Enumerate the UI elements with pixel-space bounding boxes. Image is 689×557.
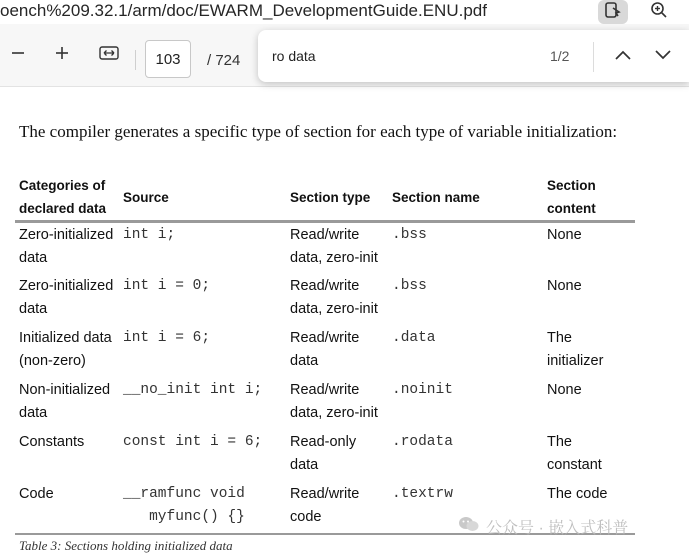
find-input[interactable] [272,44,492,68]
table-row [15,222,635,275]
cell-source: __ramfunc void myfunc() {} [119,482,286,534]
cell-section-content: The initializer [547,330,604,369]
toolbar-divider [135,50,136,70]
cell-section-content: None [547,227,582,243]
table-header-row [15,171,635,222]
header-section-content: Section content [543,171,635,222]
cell-section-name: .data [392,330,436,346]
watermark-text: 公众号 · 嵌入式科普 [486,520,629,537]
page-number-input[interactable] [145,40,191,78]
cell-category: Constants [19,434,85,450]
cell-source: __no_init int i; [123,382,263,398]
wechat-icon [458,515,480,538]
fit-width-button[interactable] [97,43,121,67]
cell-section-name: .bss [392,227,427,243]
address-url[interactable]: oench%209.32.1/arm/doc/EWARM_DevelopmentGuide.ENU.pdf [0,1,487,20]
table-row [15,430,635,482]
cell-section-content: The constant [547,434,602,473]
plus-icon [54,45,70,66]
header-section-name: Section name [388,171,543,222]
zoom-in-button[interactable] [50,43,74,67]
cell-source: int i = 6; [123,330,211,346]
find-match-count: 1/2 [550,48,570,64]
watermark [458,515,628,538]
cell-category: Non-initialized data [19,382,111,421]
find-previous-button[interactable] [610,44,636,70]
address-bar[interactable] [0,0,689,25]
zoom-icon [650,1,668,24]
cell-source: int i = 0; [123,278,211,294]
cell-category: Code [15,482,119,534]
zoom-out-button[interactable] [6,43,30,67]
table-row [15,274,635,326]
cell-section-name: .textrw [388,482,543,534]
cell-section-type: Read-only data [290,434,357,473]
cell-section-type: Read/write code [286,482,388,534]
cell-section-content: None [547,382,582,398]
table-row [15,326,635,378]
header-section-type: Section type [286,171,388,222]
cell-source: int i; [123,227,176,243]
read-aloud-button[interactable] [598,0,628,24]
cell-section-type: Read/write data [290,330,360,369]
cell-category: Zero-initialized data [19,227,114,266]
minus-icon [10,45,26,66]
find-bar [258,30,689,82]
cell-section-type: Read/write data, zero-init [290,382,378,421]
cell-section-name: .noinit [392,382,453,398]
cell-section-name: .rodata [392,434,453,450]
cell-category: Initialized data (non-zero) [19,330,112,369]
cell-section-content: The code [543,482,635,534]
cell-source: const int i = 6; [123,434,263,450]
chevron-up-icon [614,48,632,66]
table-row [15,378,635,430]
sections-table [15,171,635,535]
read-aloud-icon [604,1,622,24]
fit-width-icon [99,45,119,66]
header-source: Source [119,171,286,222]
page-total: / 724 [207,52,241,69]
cell-category: Zero-initialized data [19,278,114,317]
cell-section-type: Read/write data, zero-init [290,227,378,266]
cell-section-content: None [547,278,582,294]
cell-section-type: Read/write data, zero-init [290,278,378,317]
find-divider [593,42,594,72]
cell-section-name: .bss [392,278,427,294]
chevron-down-icon [654,48,672,66]
intro-paragraph: The compiler generates a specific type of section for each type of variable initialization: [19,122,618,141]
header-category: Categories of declared data [15,171,119,222]
zoom-button[interactable] [644,0,674,24]
find-next-button[interactable] [650,44,676,70]
table-caption: Table 3: Sections holding initialized data [19,538,233,553]
